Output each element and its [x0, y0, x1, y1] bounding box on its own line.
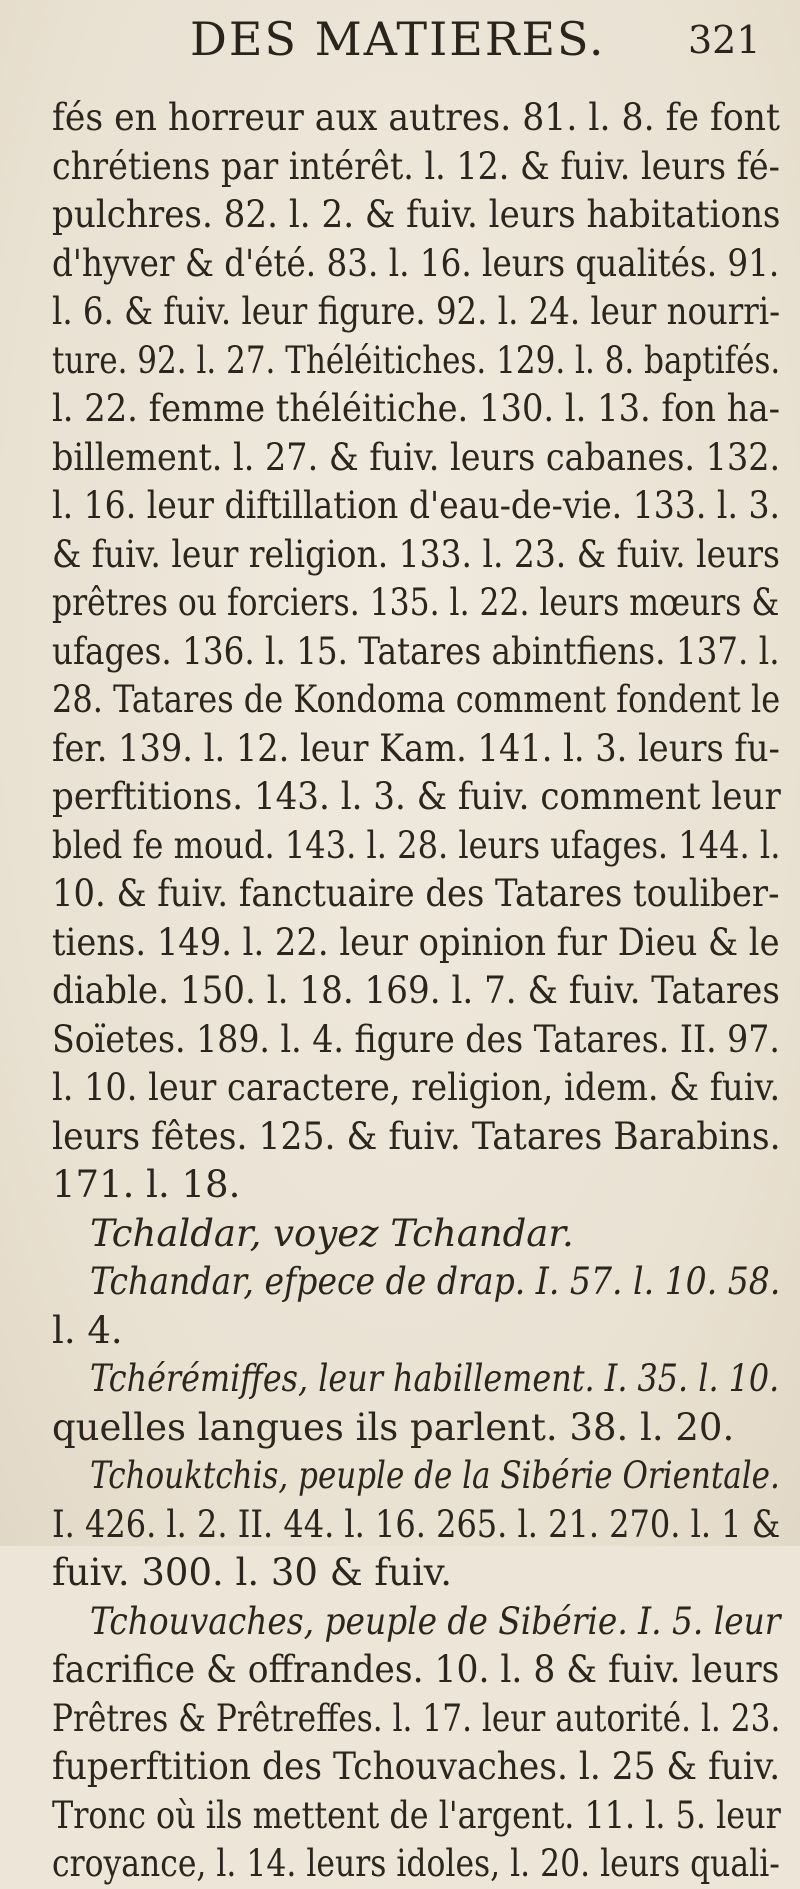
entry-text: Tchandar, efpece de drap. I. 57. l. 10. 58.	[90, 1260, 781, 1303]
entry-line	[0, 1598, 800, 1647]
line-text: croyance, l. 14. leurs idoles, l. 20. leurs quali-	[52, 1842, 780, 1885]
text-line	[0, 919, 800, 968]
text-line	[0, 1404, 800, 1453]
text-line	[0, 579, 800, 628]
text-line	[0, 191, 800, 240]
line-text: l. 4.	[52, 1308, 123, 1352]
running-header	[0, 8, 800, 70]
line-text: 10. & fuiv. fanctuaire des Tatares touliber-	[52, 872, 780, 915]
text-line	[0, 1646, 800, 1695]
line-text: ture. 92. l. 27. Théléitiches. 129. l. 8. baptifés.	[52, 338, 781, 382]
text-line	[0, 1113, 800, 1162]
text-line	[0, 1792, 800, 1841]
entry-text: Tchouvaches, peuple de Sibérie. I. 5. leur	[90, 1599, 781, 1643]
line-text: perftitions. 143. l. 3. & fuiv. comment leur	[52, 775, 781, 818]
text-line	[0, 434, 800, 483]
text-line	[0, 773, 800, 822]
line-text: Tronc où ils mettent de l'argent. 11. l. 5. leur	[52, 1793, 781, 1837]
text-line	[0, 1743, 800, 1792]
line-text: fés en horreur aux autres. 81. l. 8. fe font	[52, 96, 780, 139]
line-text: l. 22. femme théléitiche. 130. l. 13. fon ha-	[52, 387, 781, 430]
text-line	[0, 1549, 800, 1598]
text-line	[0, 94, 800, 143]
text-line	[0, 385, 800, 434]
line-text: pulchres. 82. l. 2. & fuiv. leurs habitations	[52, 193, 781, 236]
line-text: chrétiens par intérêt. l. 12. & fuiv. leurs fé-	[52, 144, 780, 188]
line-text: fuiv. 300. l. 30 & fuiv.	[52, 1551, 453, 1594]
text-line	[0, 870, 800, 919]
line-text: fuperftition des Tchouvaches. l. 25 & fuiv.	[52, 1745, 781, 1788]
line-text: facrifice & offrandes. 10. l. 8 & fuiv. leurs	[52, 1648, 780, 1691]
line-text: ufages. 136. l. 15. Tatares abintfiens. 137. l.	[52, 629, 780, 673]
entry-line	[0, 1452, 800, 1501]
line-text: l. 16. leur diftillation d'eau-de-vie. 133. l. 3.	[52, 484, 781, 527]
entry-line	[0, 1355, 800, 1404]
text-line	[0, 967, 800, 1016]
line-text: billement. l. 27. & fuiv. leurs cabanes. 132.	[52, 435, 781, 479]
text-line	[0, 676, 800, 725]
entry-text: Tchérémiffes, leur habillement. I. 35. l. 10.	[90, 1357, 780, 1400]
text-line	[0, 1161, 800, 1210]
entry-text: Tchaldar, voyez Tchandar.	[90, 1211, 574, 1255]
text-line	[0, 1501, 800, 1550]
text-line	[0, 822, 800, 871]
text-line	[0, 531, 800, 580]
entry-line	[0, 1258, 800, 1307]
entry-line	[0, 1210, 800, 1259]
text-line	[0, 143, 800, 192]
text-line	[0, 1016, 800, 1065]
text-line	[0, 1695, 800, 1744]
text-line	[0, 628, 800, 677]
line-text: fer. 139. l. 12. leur Kam. 141. l. 3. leurs fu-	[52, 726, 780, 770]
line-text: I. 426. l. 2. II. 44. l. 16. 265. l. 21. 270. l. 1 &	[52, 1502, 781, 1546]
line-text: prêtres ou forciers. 135. l. 22. leurs mœurs &	[52, 581, 780, 624]
line-text: 171. l. 18.	[52, 1163, 241, 1206]
line-text: quelles langues ils parlent. 38. l. 20.	[52, 1405, 735, 1449]
line-text: & fuiv. leur religion. 133. l. 23. & fuiv. leurs	[52, 532, 780, 576]
line-text: bled fe moud. 143. l. 28. leurs ufages. 144. l.	[52, 823, 781, 867]
line-text: d'hyver & d'été. 83. l. 16. leurs qualités. 91.	[52, 241, 780, 285]
text-line	[0, 288, 800, 337]
text-line	[0, 725, 800, 774]
text-line	[0, 482, 800, 531]
line-text: diable. 150. l. 18. 169. l. 7. & fuiv. Tatares	[52, 969, 780, 1012]
line-text: tiens. 149. l. 22. leur opinion fur Dieu & le	[52, 920, 780, 964]
line-text: Prêtres & Prêtreffes. l. 17. leur autorité. l. 23.	[52, 1696, 781, 1740]
line-text: Soïetes. 189. l. 4. figure des Tatares. II. 97.	[52, 1017, 780, 1061]
line-text: l. 10. leur caractere, religion, idem. & fuiv.	[52, 1066, 781, 1109]
text-line	[0, 240, 800, 289]
entry-text: Tchouktchis, peuple de la Sibérie Orientale.	[90, 1454, 780, 1497]
text-line	[0, 337, 800, 386]
page-number: 321	[688, 18, 761, 62]
text-line	[0, 1307, 800, 1356]
text-line	[0, 1064, 800, 1113]
line-text: l. 6. & fuiv. leur figure. 92. l. 24. leur nourri-	[52, 290, 781, 333]
running-title: DES MATIERES.	[190, 12, 606, 66]
text-line	[0, 1840, 800, 1889]
line-text: leurs fêtes. 125. & fuiv. Tatares Barabins.	[52, 1114, 781, 1158]
index-text	[0, 94, 800, 1889]
line-text: 28. Tatares de Kondoma comment fondent le	[52, 678, 781, 721]
